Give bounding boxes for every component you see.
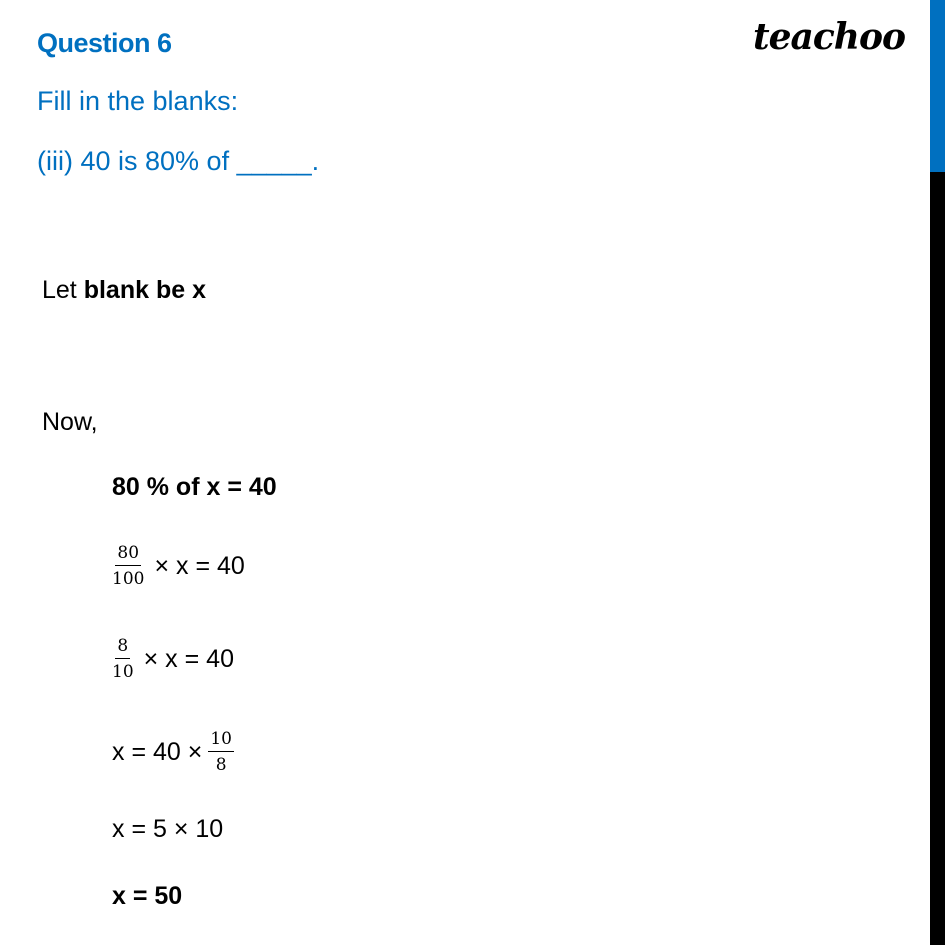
teachoo-logo: teachoo — [753, 16, 905, 58]
now-label: Now, — [42, 408, 98, 436]
numerator: 8 — [115, 636, 130, 659]
step-4-prefix: x = 40 × — [112, 737, 203, 766]
numerator: 80 — [115, 543, 141, 566]
let-prefix: Let — [42, 276, 84, 304]
side-bar-accent — [930, 0, 945, 172]
answer: x = 50 — [112, 882, 183, 910]
side-bar-dark — [930, 172, 945, 945]
step-3 — [112, 636, 234, 682]
instruction: Fill in the blanks: — [37, 86, 239, 116]
problem-statement: (iii) 40 is 80% of _____. — [37, 146, 320, 176]
step-3-rest: × x = 40 — [143, 644, 234, 673]
fraction — [208, 729, 234, 775]
step-1: 80 % of x = 40 — [112, 473, 277, 501]
let-bold: blank be x — [83, 276, 206, 304]
step-4 — [112, 729, 238, 775]
question-title: Question 6 — [37, 28, 172, 58]
denominator: 8 — [215, 755, 227, 775]
step-2 — [112, 543, 245, 589]
fraction — [112, 636, 134, 682]
denominator: 100 — [112, 569, 145, 589]
numerator: 10 — [208, 729, 234, 752]
step-2-rest: × x = 40 — [154, 551, 245, 580]
denominator: 10 — [112, 662, 134, 682]
fraction — [112, 543, 144, 589]
step-5: x = 5 × 10 — [112, 815, 224, 843]
let-statement — [42, 276, 206, 305]
